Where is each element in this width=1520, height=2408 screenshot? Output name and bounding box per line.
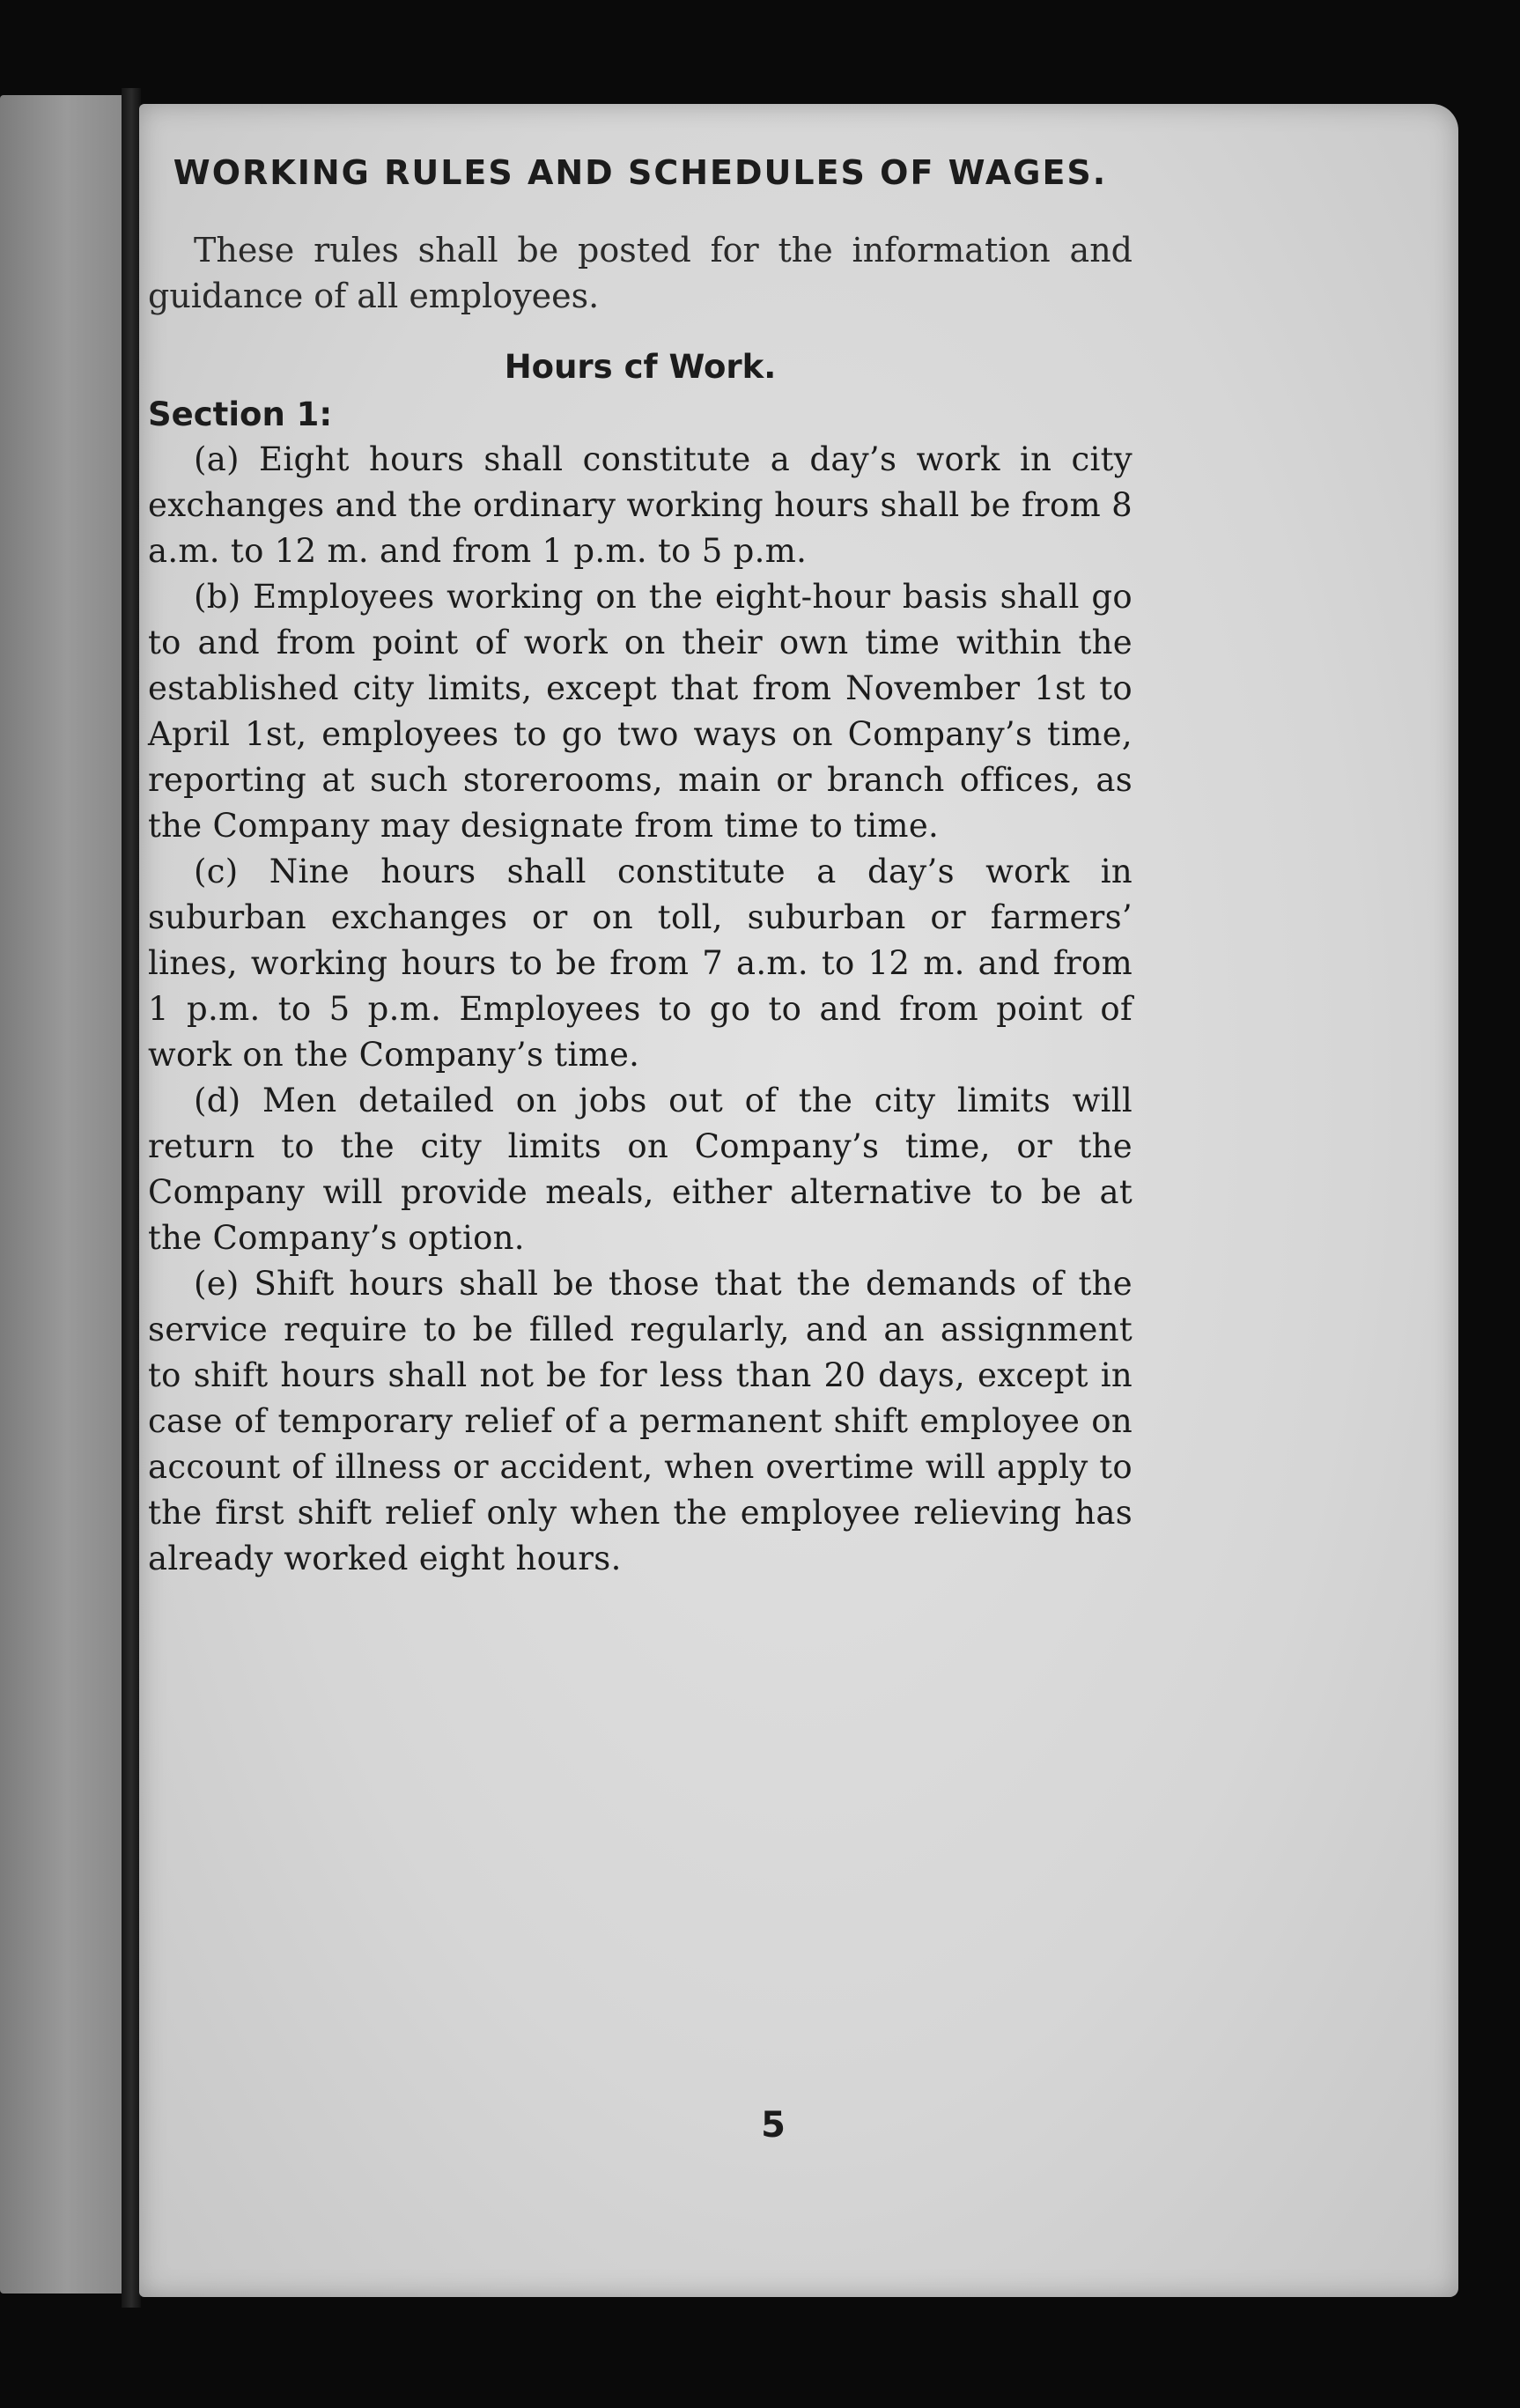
paragraph-c: (c) Nine hours shall constitute a day’s work in suburban exchanges or on toll, suburban or farmers’ lines, working hours to be from 7 a.m. to 12 m. and from 1 p.m. to 5 p.m. Employees to go to and from point of work on the Company’s time. bbox=[148, 853, 1133, 1074]
intro-paragraph: These rules shall be posted for the information and guidance of all employees. bbox=[148, 231, 1133, 315]
page-text-block bbox=[148, 148, 1133, 1582]
page-number: 5 bbox=[761, 2105, 786, 2146]
section-label: Section 1: bbox=[148, 395, 333, 433]
document-title: WORKING RULES AND SCHEDULES OF WAGES. bbox=[173, 153, 1108, 192]
paragraph-d: (d) Men detailed on jobs out of the city limits will return to the city limits on Company’s time, or the Company will provide meals, either alternative to be at the Company’s option. bbox=[148, 1082, 1133, 1257]
previous-page-edge bbox=[0, 95, 122, 2294]
paragraph-a: (a) Eight hours shall constitute a day’s work in city exchanges and the ordinary working hours shall be from 8 a.m. to 12 m. and from 1 p.m. to 5 p.m. bbox=[148, 440, 1133, 570]
paragraph-e: (e) Shift hours shall be those that the demands of the service require to be filled regularly, and an assignment to shift hours shall not be for less than 20 days, except in case of temporary relief of a permanent shift employee on account of illness or accident, when overtime will apply to the first shift relief only when the employee relieving has already worked eight hours. bbox=[148, 1265, 1133, 1577]
paragraph-b: (b) Employees working on the eight-hour basis shall go to and from point of work on their own time within the established city limits, except that from November 1st to April 1st, employees to go two ways on Company’s time, reporting at such storerooms, main or branch offices, as the Company may designate from time to time. bbox=[148, 578, 1133, 845]
book-spine bbox=[122, 88, 141, 2308]
section-heading: Hours cf Work. bbox=[504, 348, 777, 386]
